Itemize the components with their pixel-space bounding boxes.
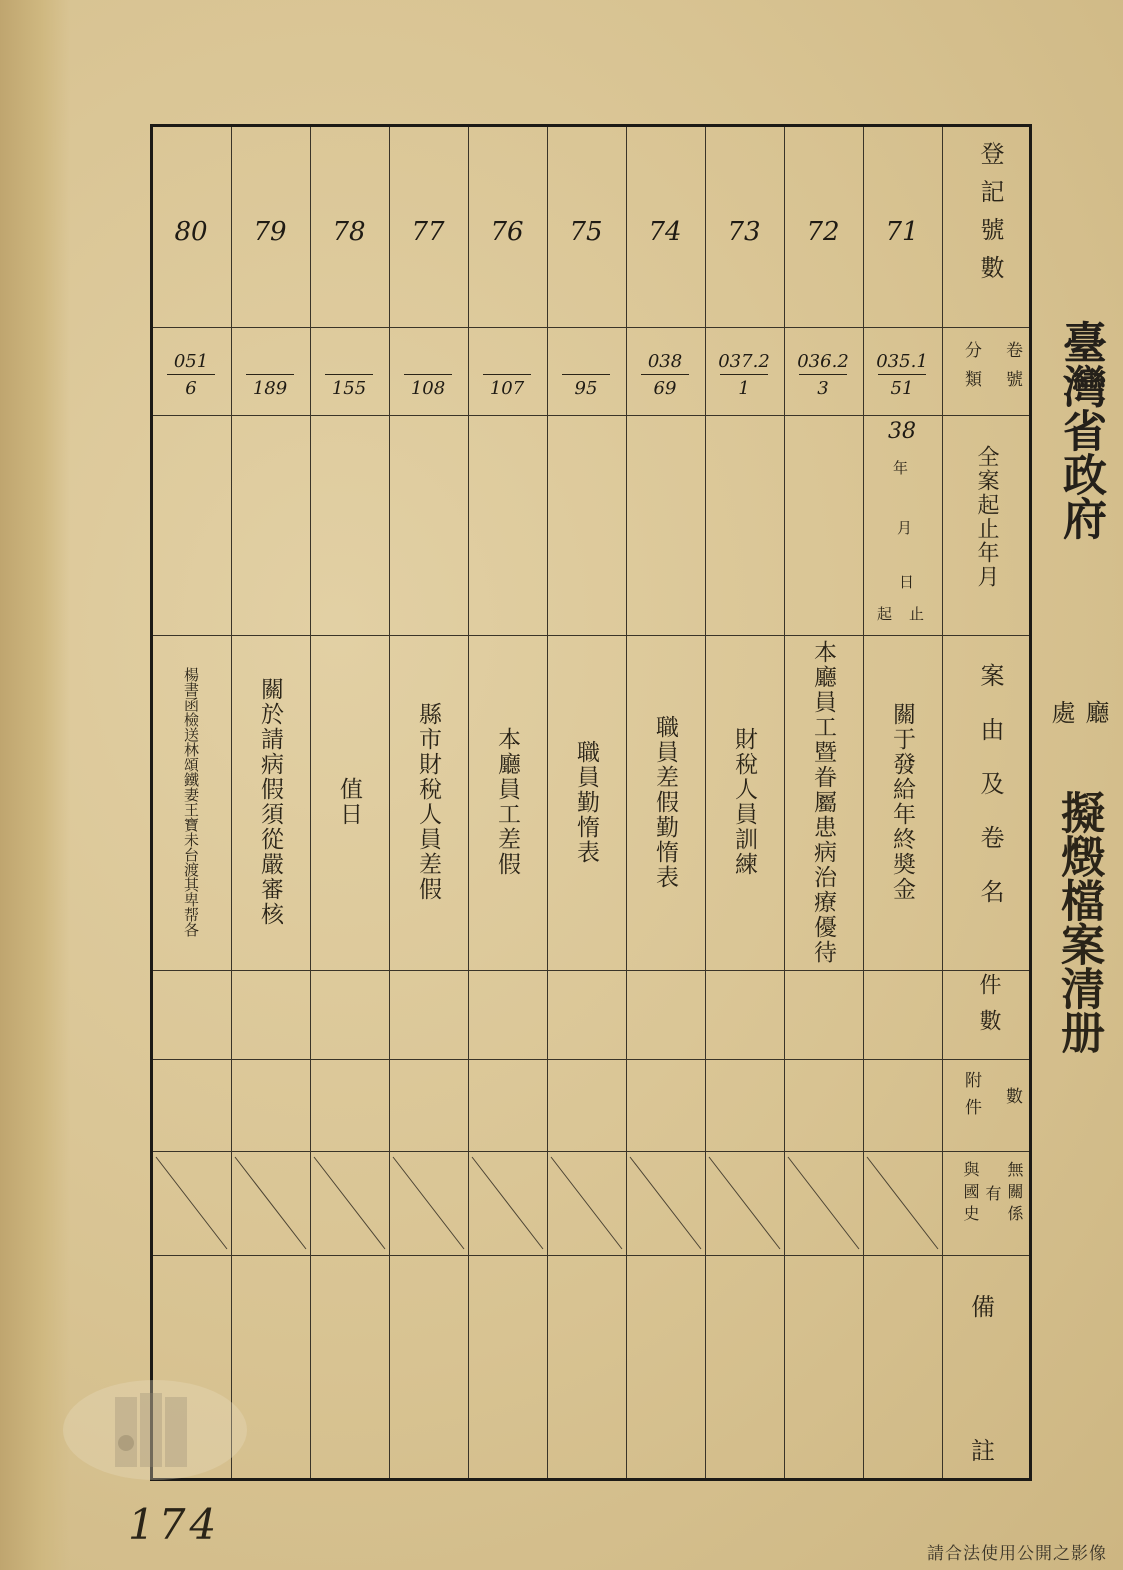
row-subject-text: 職員差假勤惰表 bbox=[652, 714, 678, 890]
row-class-no bbox=[310, 351, 388, 373]
page-number: 174 bbox=[128, 1500, 221, 1549]
row-class-no bbox=[389, 351, 467, 373]
watermark-notice: 請合法使用公開之影像 bbox=[927, 1544, 1107, 1564]
inventory-table bbox=[150, 124, 1032, 1481]
row-reg-no: 73 bbox=[727, 217, 761, 247]
row-subject bbox=[152, 637, 230, 967]
header-relation-2: 有 bbox=[983, 1185, 1002, 1201]
row-class-no: 051 bbox=[173, 351, 209, 372]
rule bbox=[153, 327, 1029, 328]
row-subject-text: 關於請病假須從嚴審核 bbox=[257, 677, 283, 927]
row-class-no: 038 bbox=[647, 351, 683, 372]
period-year-mark: 年 bbox=[893, 459, 909, 477]
row-class-no: 035.1 bbox=[876, 351, 928, 372]
document-title: 臺灣省政府 bbox=[1055, 320, 1106, 540]
document-subtitle-block bbox=[1048, 700, 1108, 1102]
row-class-vol bbox=[626, 351, 704, 401]
period-start-mark: 起 bbox=[877, 605, 893, 623]
row-vol-no: 69 bbox=[653, 378, 677, 399]
row-class-vol bbox=[784, 351, 862, 401]
row-start-year: 38 bbox=[888, 419, 916, 444]
row-subject-text: 本廳員工暨眷屬患病治療優待 bbox=[810, 639, 836, 965]
header-reg-no: 登記號數 bbox=[976, 141, 1004, 293]
unit-labels bbox=[1048, 700, 1108, 724]
header-vol-no: 卷號 bbox=[1002, 341, 1022, 399]
header-count: 件數 bbox=[976, 973, 1001, 1045]
row-class-vol bbox=[231, 351, 309, 401]
relation-strike-line bbox=[156, 1157, 227, 1249]
row-reg-no: 72 bbox=[806, 217, 840, 247]
document-subtitle: 擬燬檔案清册 bbox=[1053, 790, 1104, 1054]
row-class-no: 036.2 bbox=[797, 351, 849, 372]
row-vol-no: 108 bbox=[410, 378, 446, 399]
rule bbox=[153, 1059, 1029, 1060]
relation-strike-line bbox=[867, 1157, 938, 1249]
row-reg-no: 77 bbox=[411, 217, 445, 247]
header-relation-3: 與國史 bbox=[961, 1161, 980, 1227]
fraction-bar bbox=[167, 374, 215, 375]
row-class-no: 037.2 bbox=[718, 351, 770, 372]
row-class-no bbox=[231, 351, 309, 373]
row-class-vol bbox=[863, 351, 941, 401]
header-period: 全案起止年月 bbox=[974, 445, 999, 589]
header-subject: 案由及卷名 bbox=[976, 663, 1004, 933]
row-vol-no: 1 bbox=[738, 378, 750, 399]
row-reg-no: 79 bbox=[253, 217, 287, 247]
row-subject bbox=[389, 637, 467, 967]
row-subject bbox=[705, 637, 783, 967]
row-class-vol bbox=[547, 351, 625, 401]
relation-strikes bbox=[153, 1151, 942, 1255]
row-class-vol bbox=[389, 351, 467, 401]
row-subject-text: 關于發給年終奬金 bbox=[889, 702, 915, 902]
row-subject-text: 本廳員工差假 bbox=[494, 727, 520, 877]
row-vol-no: 95 bbox=[574, 378, 598, 399]
row-class-vol bbox=[310, 351, 388, 401]
period-day-mark: 日 bbox=[899, 573, 915, 591]
row-class-vol bbox=[705, 351, 783, 401]
row-vol-no: 51 bbox=[890, 378, 914, 399]
relation-strike-line bbox=[393, 1157, 464, 1249]
row-vol-no: 107 bbox=[489, 378, 525, 399]
row-reg-no: 71 bbox=[885, 217, 919, 247]
row-reg-no: 75 bbox=[569, 217, 603, 247]
header-attach-count: 數 bbox=[1002, 1087, 1022, 1104]
row-subject-text: 楊書函檢送林頌鐵妻王寶未台渡其卑帮各 bbox=[182, 667, 200, 937]
row-subject bbox=[863, 637, 941, 967]
row-class-vol bbox=[468, 351, 546, 401]
header-relation-1: 無關係 bbox=[1005, 1161, 1024, 1227]
row-subject bbox=[626, 637, 704, 967]
fraction-bar bbox=[404, 374, 452, 375]
row-vol-no: 155 bbox=[331, 378, 367, 399]
row-subject-text: 值日 bbox=[336, 777, 362, 827]
header-class-no: 分類 bbox=[961, 341, 981, 399]
row-vol-no: 6 bbox=[185, 378, 197, 399]
row-subject bbox=[310, 637, 388, 967]
archive-emblem-logo bbox=[60, 1375, 250, 1485]
row-reg-no: 78 bbox=[332, 217, 366, 247]
row-reg-no: 74 bbox=[648, 217, 682, 247]
fraction-bar bbox=[720, 374, 768, 375]
relation-strike-line bbox=[709, 1157, 780, 1249]
row-class-no bbox=[547, 351, 625, 373]
row-subject-text: 縣市財稅人員差假 bbox=[415, 702, 441, 902]
row-subject-text: 財稅人員訓練 bbox=[731, 727, 757, 877]
unit-label-department: 廳 bbox=[1081, 700, 1109, 724]
fraction-bar bbox=[246, 374, 294, 375]
relation-strike-line bbox=[630, 1157, 701, 1249]
relation-strike-line bbox=[235, 1157, 306, 1249]
relation-strike-line bbox=[472, 1157, 543, 1249]
fraction-bar bbox=[325, 374, 373, 375]
row-subject bbox=[231, 637, 309, 967]
period-month-mark: 月 bbox=[897, 519, 913, 537]
rule bbox=[942, 127, 943, 1478]
fraction-bar bbox=[799, 374, 847, 375]
row-class-vol bbox=[152, 351, 230, 401]
row-subject-text: 職員勤惰表 bbox=[573, 739, 599, 865]
row-vol-no: 189 bbox=[252, 378, 288, 399]
header-remarks-2: 註 bbox=[971, 1437, 995, 1465]
fraction-bar bbox=[483, 374, 531, 375]
fraction-bar bbox=[562, 374, 610, 375]
header-attach-label: 附件 bbox=[961, 1071, 981, 1125]
period-end-mark: 止 bbox=[909, 605, 925, 623]
row-class-no bbox=[468, 351, 546, 373]
row-vol-no: 3 bbox=[817, 378, 829, 399]
rule bbox=[153, 970, 1029, 971]
relation-strike-line bbox=[551, 1157, 622, 1249]
binding-edge bbox=[0, 0, 70, 1570]
relation-strike-line bbox=[314, 1157, 385, 1249]
rule bbox=[153, 1255, 1029, 1256]
row-reg-no: 76 bbox=[490, 217, 524, 247]
fraction-bar bbox=[641, 374, 689, 375]
relation-strike-line bbox=[788, 1157, 859, 1249]
row-subject bbox=[547, 637, 625, 967]
header-remarks-1: 備 bbox=[971, 1293, 995, 1321]
row-subject bbox=[468, 637, 546, 967]
fraction-bar bbox=[878, 374, 926, 375]
unit-label-office: 處 bbox=[1047, 700, 1075, 724]
rule bbox=[153, 635, 1029, 636]
rule bbox=[153, 415, 1029, 416]
row-subject bbox=[784, 637, 862, 967]
row-reg-no: 80 bbox=[174, 217, 208, 247]
